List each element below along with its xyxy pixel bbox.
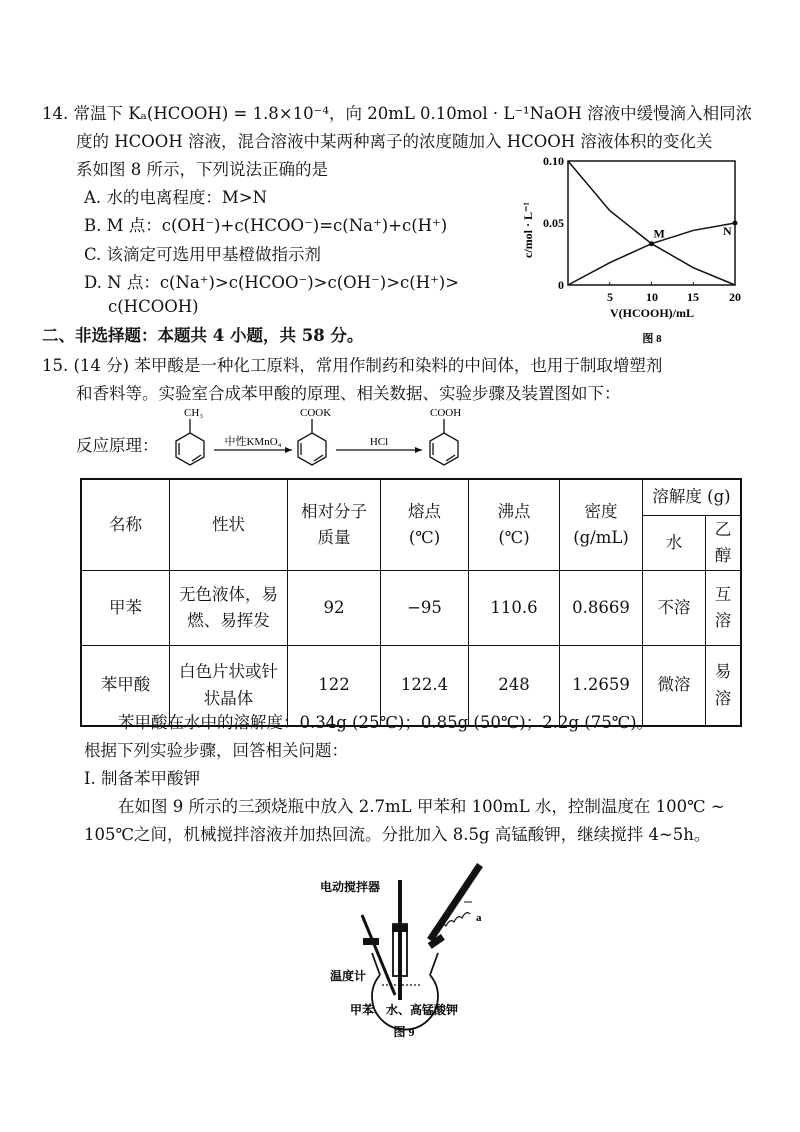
benzene-ring-toluene xyxy=(176,433,204,465)
step-1-line-1: 在如图 9 所示的三颈烧瓶中放入 2.7mL 甲苯和 100mL 水，控制温度在 100℃ ~ xyxy=(118,797,725,816)
cooh-group: COOH xyxy=(430,407,462,419)
header-property: 性状 xyxy=(170,479,288,571)
q14-line-3: 系如图 8 所示，下列说法正确的是 xyxy=(76,160,328,179)
series-line-increasing xyxy=(568,223,735,285)
thermometer xyxy=(362,915,395,995)
header-bp: 沸点 (℃) xyxy=(469,479,560,571)
header-name: 名称 xyxy=(81,479,170,571)
header-density: 密度 (g/mL) xyxy=(560,479,643,571)
option-c: C. 该滴定可选用甲基橙做指示剂 xyxy=(84,245,322,264)
cell-density: 1.2659 xyxy=(560,646,643,726)
benzene-ring-benzoate xyxy=(298,433,326,465)
solubility-note: 苯甲酸在水中的溶解度：0.34g (25℃)；0.85g (50℃)；2.2g (75℃)。 xyxy=(118,713,654,732)
cell-mp: 122.4 xyxy=(381,646,469,726)
label-stirrer: 电动搅拌器 xyxy=(319,880,381,894)
cell-water: 不溶 xyxy=(643,571,706,646)
ch3-group: CH₃ xyxy=(184,407,204,419)
section-2-heading: 二、非选择题：本题共 4 小题，共 58 分。 xyxy=(42,326,364,345)
ytick-0: 0 xyxy=(558,278,564,292)
header-solubility: 溶解度 (g) xyxy=(643,479,742,515)
xtick-15: 15 xyxy=(687,290,699,304)
label-N: N xyxy=(723,224,732,238)
cell-bp: 110.6 xyxy=(469,571,560,646)
header-mp: 熔点 (℃) xyxy=(381,479,469,571)
cell-mw: 122 xyxy=(288,646,381,726)
figure-9-apparatus xyxy=(280,860,520,1040)
step-1-line-2: 105℃之间，机械搅拌溶液并加热回流。分批加入 8.5g 高锰酸钾，继续搅拌 4~5h。 xyxy=(84,825,711,844)
point-M xyxy=(649,241,654,246)
plot-frame xyxy=(568,161,735,285)
ytick-0.05: 0.05 xyxy=(543,216,564,230)
cook-group: COOK xyxy=(300,407,332,419)
cell-mw: 92 xyxy=(288,571,381,646)
instructions: 根据下列实验步骤，回答相关问题： xyxy=(84,741,348,760)
q14-line-2: 度的 HCOOH 溶液，混合溶液中某两种离子的浓度随加入 HCOOH 溶液体积的变化关 xyxy=(76,132,713,151)
step-1-title: Ⅰ. 制备苯甲酸钾 xyxy=(84,769,201,788)
cell-ethanol: 易溶 xyxy=(706,646,742,726)
figure-9-caption: 图 9 xyxy=(393,1025,415,1039)
reagent-kmno4: 中性KMnO₄ xyxy=(224,436,282,448)
option-d: D. N 点：c(Na⁺)>c(HCOO⁻)>c(OH⁻)>c(H⁺)> xyxy=(84,273,460,292)
cell-name: 苯甲酸 xyxy=(81,646,170,726)
cell-property: 无色液体，易 燃、易挥发 xyxy=(170,571,288,646)
header-water: 水 xyxy=(643,515,706,571)
label-M: M xyxy=(653,226,665,241)
properties-table xyxy=(80,478,742,727)
xtick-5: 5 xyxy=(607,290,613,304)
y-axis-label: c/mol · L⁻¹ xyxy=(521,202,535,258)
option-a: A. 水的电离程度：M>N xyxy=(84,188,268,207)
label-thermometer: 温度计 xyxy=(330,969,367,983)
cell-name: 甲苯 xyxy=(81,571,170,646)
cell-bp: 248 xyxy=(469,646,560,726)
option-b: B. M 点：c(OH⁻)+c(HCOO⁻)=c(Na⁺)+c(H⁺) xyxy=(84,216,448,235)
header-mw: 相对分子 质量 xyxy=(288,479,381,571)
series-line-decreasing xyxy=(568,161,735,285)
xtick-20: 20 xyxy=(729,290,741,304)
reaction-scheme xyxy=(160,405,480,470)
cell-water: 微溶 xyxy=(643,646,706,726)
label-a: a xyxy=(476,912,482,924)
x-axis-label: V(HCOOH)/mL xyxy=(610,306,694,320)
cell-mp: −95 xyxy=(381,571,469,646)
table-row xyxy=(81,571,741,646)
figure-8-chart xyxy=(520,150,765,350)
reagent-hcl: HCl xyxy=(369,436,389,448)
header-ethanol: 乙醇 xyxy=(706,515,742,571)
q15-line-1: 15. (14 分) 苯甲酸是一种化工原料，常用作制药和染料的中间体，也用于制取增塑剂 xyxy=(42,356,663,375)
label-contents: 甲苯、水、高锰酸钾 xyxy=(349,1003,459,1017)
benzene-ring-benzoic-acid xyxy=(430,433,458,465)
option-d-cont: c(HCOOH) xyxy=(108,297,199,316)
q14-line-1: 14. 常温下 Kₐ(HCOOH) = 1.8×10⁻⁴，向 20mL 0.10mol · L⁻¹NaOH 溶液中缓慢滴入相同浓 xyxy=(42,104,753,123)
q15-line-2: 和香料等。实验室合成苯甲酸的原理、相关数据、实验步骤及装置图如下： xyxy=(76,384,621,403)
cell-ethanol: 互溶 xyxy=(706,571,742,646)
cell-density: 0.8669 xyxy=(560,571,643,646)
cell-property: 白色片状或针 状晶体 xyxy=(170,646,288,726)
point-N xyxy=(733,221,738,226)
reaction-label: 反应原理： xyxy=(76,436,159,455)
ytick-0.10: 0.10 xyxy=(543,154,564,168)
xtick-10: 10 xyxy=(646,290,658,304)
figure-8-caption: 图 8 xyxy=(642,333,662,345)
condenser xyxy=(430,865,480,940)
